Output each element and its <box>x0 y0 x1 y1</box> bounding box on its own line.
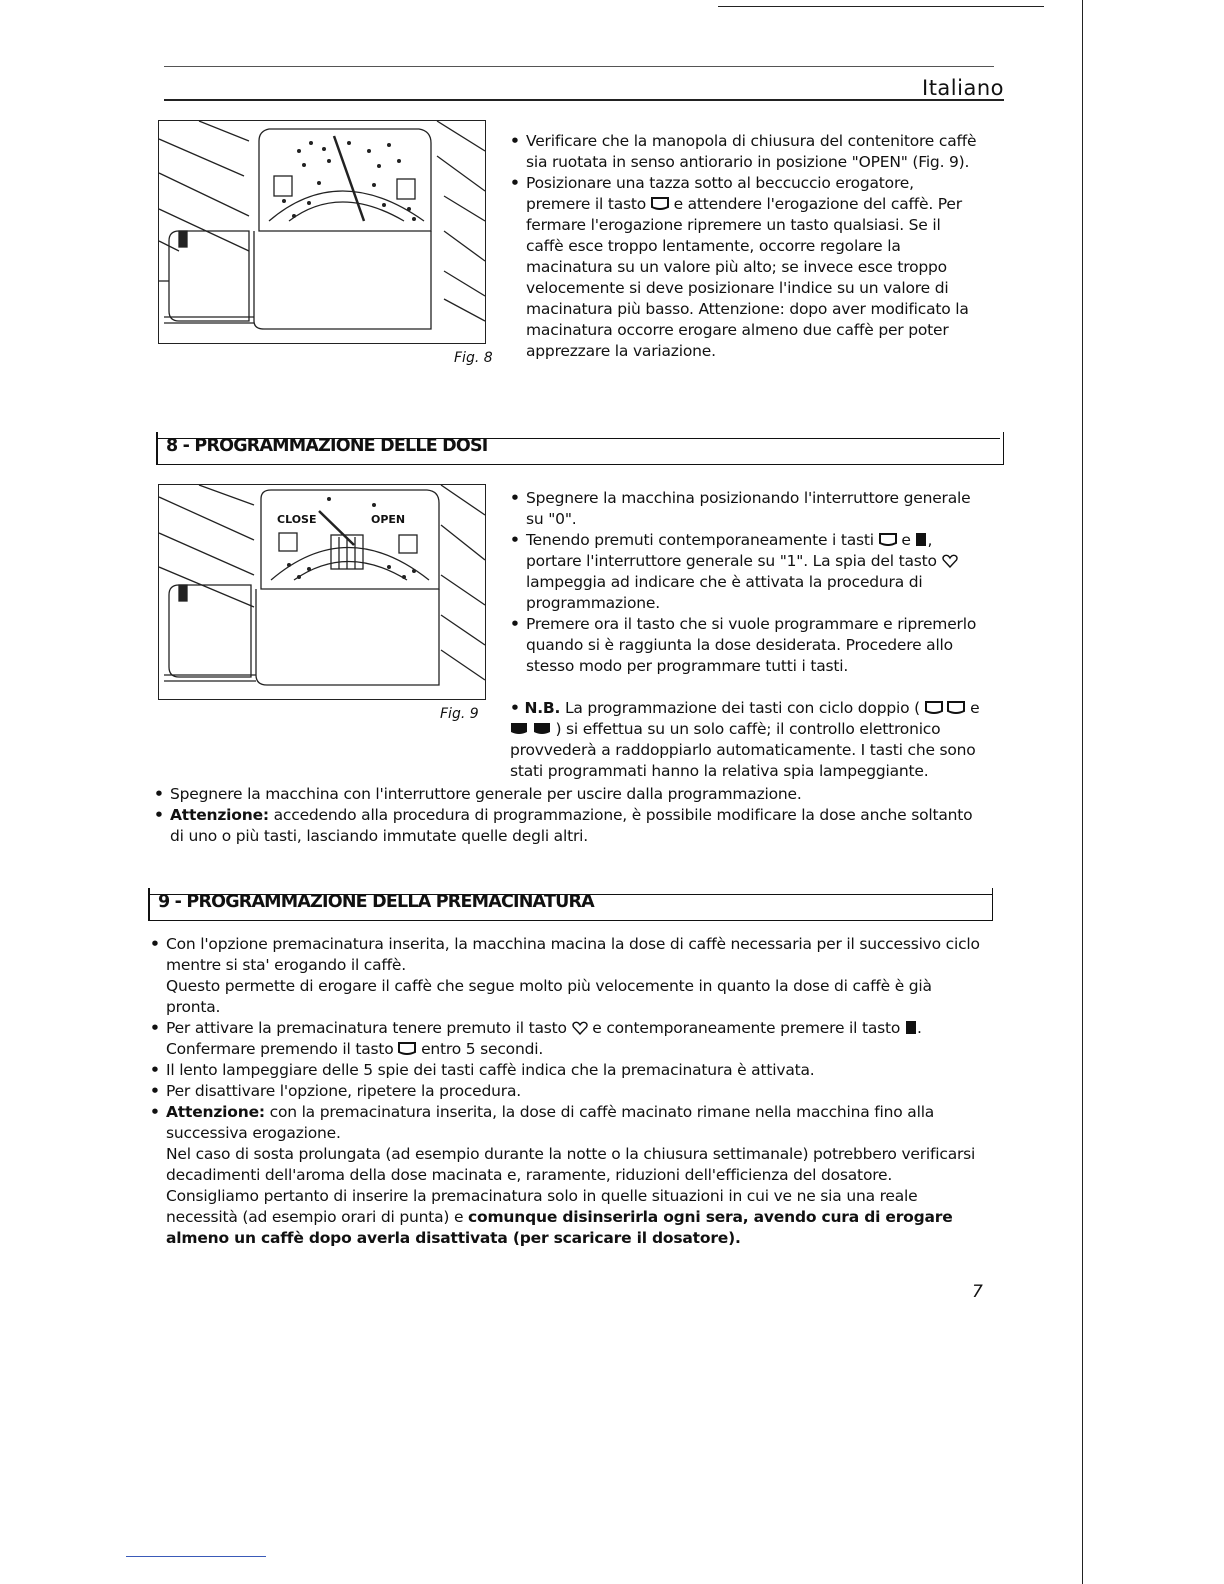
header-rule <box>164 99 1004 101</box>
section-9-title: 9 - PROGRAMMAZIONE DELLA PREMACINATURA <box>158 892 594 912</box>
figure-9-illustration <box>158 484 486 700</box>
s8-nb-first: • N.B. La programmazione dei tasti con ciclo doppio ( e ) si effettua su un solo caffè; il controllo elettronico provvederà a raddoppiarlo automaticamente. I tasti che sono stati programmati hanno la relativa spia lampeggiante. <box>510 699 980 780</box>
bottom-edge-rule <box>126 1556 266 1557</box>
section-9-header <box>148 888 993 921</box>
figure-8-illustration <box>158 120 486 344</box>
large-cup-icon <box>533 722 551 736</box>
cup-icon <box>947 701 965 715</box>
s8-bullet-4: • Spegnere la macchina con l'interruttore generale per uscire dalla programmazione. <box>154 784 984 805</box>
section-8-header <box>156 432 1004 465</box>
section-9-body <box>150 934 988 1249</box>
header-rule-thin <box>164 66 994 67</box>
cup-icon <box>879 533 897 547</box>
cup-icon <box>398 1042 416 1056</box>
s9-attention-p3: Consigliamo pertanto di inserire la premacinatura solo in quelle situazioni in cui ve ne sia una reale necessità (ad esempio orari di punta) e comunque disinserirla ogni sera, avendo cura di erogare almeno un caffè dopo averla disattivata (per scaricare il dosatore). <box>166 1187 953 1247</box>
s8-bullet-2: • Tenendo premuti contemporaneamente i tasti e , portare l'interruttore generale su "1". La spia del tasto lampeggia ad indicare che è attivata la procedura di programmazione. <box>510 530 984 614</box>
s9-bullet-1-cont: Questo permette di erogare il caffè che segue molto più velocemente in quanto la dose di caffè è già pronta. <box>166 977 932 1016</box>
intro-bullet-2: • Posizionare una tazza sotto al beccuccio erogatore, premere il tasto e attendere l'erogazione del caffè. Per fermare l'erogazione ripremere un tasto qualsiasi. Se il caffè esce troppo lentamente, occorre regolare la macinatura su un valore più alto; se invece esce troppo velocemente si deve posizionare l'indice su un valore di macinatura più basso. Attenzione: dopo aver modificato la macinatura occorre erogare almeno due caffè per poter apprezzare la variazione. <box>510 173 978 362</box>
intro-text <box>510 131 978 362</box>
header-language: Italiano <box>922 76 1004 100</box>
top-edge-rule <box>718 6 1044 7</box>
large-cup-icon <box>510 722 528 736</box>
s8-bullet-3: • Premere ora il tasto che si vuole programmare e ripremerlo quando si è raggiunta la dose desiderata. Procedere allo stesso modo per programmare tutti i tasti. <box>510 614 984 677</box>
s9-attention: • Attenzione: con la premacinatura inserita, la dose di caffè macinato rimane nella macchina fino alla successiva erogazione. <box>150 1102 988 1144</box>
hot-water-icon <box>905 1020 917 1035</box>
right-margin-line <box>1082 0 1083 1584</box>
section-8-steps <box>510 488 984 677</box>
cup-icon <box>651 197 669 211</box>
s8-bullet-1: • Spegnere la macchina posizionando l'interruttore generale su "0". <box>510 488 984 530</box>
s8-nb-block <box>154 698 984 847</box>
s9-bullet-3: • Il lento lampeggiare delle 5 spie dei tasti caffè indica che la premacinatura è attivata. <box>150 1060 988 1081</box>
s9-attention-p2: Nel caso di sosta prolungata (ad esempio durante la notte o la chiusura settimanale) potrebbero verificarsi decadimenti dell'aroma della dose macinata e, raramente, riduzioni dell'efficienza del dosatore. <box>166 1145 976 1184</box>
s8-attention: • Attenzione: accedendo alla procedura di programmazione, è possibile modificare la dose anche soltanto di uno o più tasti, lasciando immutate quelle degli altri. <box>154 805 984 847</box>
s9-bullet-4: • Per disattivare l'opzione, ripetere la procedura. <box>150 1081 988 1102</box>
heart-icon <box>572 1021 588 1035</box>
section-8-title: 8 - PROGRAMMAZIONE DELLE DOSI <box>166 436 488 456</box>
s9-bullet-2: • Per attivare la premacinatura tenere premuto il tasto e contemporaneamente premere il tasto . Confermare premendo il tasto entro 5 secondi. <box>150 1018 988 1060</box>
fig9-close-label: CLOSE <box>277 513 317 526</box>
page-number: 7 <box>972 1282 983 1302</box>
s9-bullet-1: • Con l'opzione premacinatura inserita, la macchina macina la dose di caffè necessaria per il successivo ciclo mentre si sta' erogando il caffè. <box>150 934 988 976</box>
hot-water-icon <box>915 532 927 547</box>
figure-9-caption: Fig. 9 <box>440 706 479 722</box>
intro-bullet-1: • Verificare che la manopola di chiusura del contenitore caffè sia ruotata in senso antiorario in posizione "OPEN" (Fig. 9). <box>510 131 978 173</box>
heart-icon <box>942 554 958 568</box>
figure-8-caption: Fig. 8 <box>454 350 493 366</box>
fig9-open-label: OPEN <box>371 513 406 526</box>
cup-icon <box>925 701 943 715</box>
